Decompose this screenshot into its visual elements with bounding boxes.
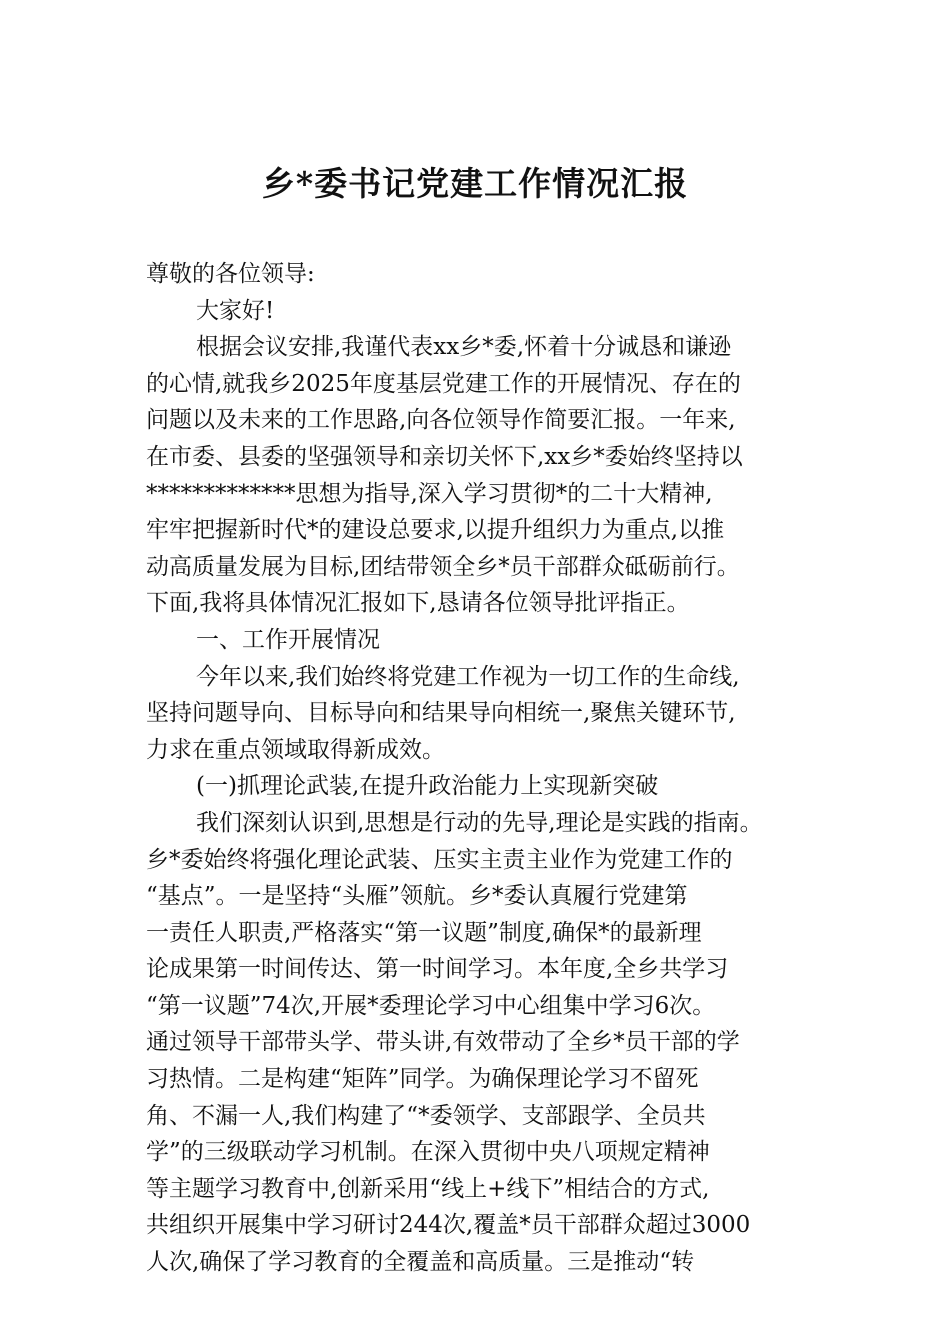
paragraph-line: 一责任人职责,严格落实“第一议题”制度,确保*的最新理 bbox=[146, 919, 702, 946]
paragraph-line: 坚持问题导向、目标导向和结果导向相统一,聚焦关键环节, bbox=[146, 700, 736, 727]
paragraph-line: 通过领导干部带头学、带头讲,有效带动了全乡*员干部的学 bbox=[146, 1029, 740, 1056]
paragraph-line: 在市委、县委的坚强领导和亲切关怀下,xx乡*委始终坚持以 bbox=[146, 443, 743, 470]
document-body bbox=[146, 256, 810, 1281]
paragraph-line: 的心情,就我乡2025年度基层党建工作的开展情况、存在的 bbox=[146, 370, 741, 397]
paragraph-line: 下面,我将具体情况汇报如下,恳请各位领导批评指正。 bbox=[146, 590, 690, 617]
paragraph-line: 力求在重点领域取得新成效。 bbox=[146, 736, 445, 763]
paragraph-line: 乡*委始终将强化理论武装、压实主责主业作为党建工作的 bbox=[146, 846, 733, 873]
paragraph-line: 今年以来,我们始终将党建工作视为一切工作的生命线, bbox=[196, 663, 740, 690]
paragraph-line: 动高质量发展为目标,团结带领全乡*员干部群众砥砺前行。 bbox=[146, 553, 740, 580]
paragraph-line: 尊敬的各位领导: bbox=[146, 261, 315, 287]
paragraph-line: 习热情。二是构建“矩阵”同学。为确保理论学习不留死 bbox=[146, 1066, 699, 1093]
paragraph-line: 等主题学习教育中,创新采用“线上+线下”相结合的方式, bbox=[146, 1175, 710, 1202]
paragraph-line: 牢牢把握新时代*的建设总要求,以提升组织力为重点,以推 bbox=[146, 517, 725, 544]
paragraph-line: 我们深刻认识到,思想是行动的先导,理论是实践的指南。 bbox=[196, 809, 763, 836]
paragraph-line: “基点”。一是坚持“头雁”领航。乡*委认真履行党建第 bbox=[146, 883, 688, 910]
paragraph-line: *************思想为指导,深入学习贯彻*的二十大精神, bbox=[146, 480, 713, 507]
paragraph-line: 人次,确保了学习教育的全覆盖和高质量。三是推动“转 bbox=[146, 1249, 695, 1276]
paragraph-line: 论成果第一时间传达、第一时间学习。本年度,全乡共学习 bbox=[146, 956, 729, 983]
paragraph-line: 根据会议安排,我谨代表xx乡*委,怀着十分诚恳和谦逊 bbox=[196, 334, 732, 361]
paragraph-line: 角、不漏一人,我们构建了“*委领学、支部跟学、全员共 bbox=[146, 1102, 706, 1129]
document-title: 乡*委书记党建工作情况汇报 bbox=[261, 164, 689, 203]
paragraph-line: 大家好! bbox=[196, 297, 275, 324]
paragraph-line: 问题以及未来的工作思路,向各位领导作简要汇报。一年来, bbox=[146, 407, 736, 434]
paragraph-line: 共组织开展集中学习研讨244次,覆盖*员干部群众超过3000 bbox=[146, 1212, 751, 1239]
section-heading: 一、工作开展情况 bbox=[196, 626, 380, 653]
paragraph-line: “第一议题”74次,开展*委理论学习中心组集中学习6次。 bbox=[146, 992, 716, 1019]
paragraph-line: (一)抓理论武装,在提升政治能力上实现新突破 bbox=[196, 773, 659, 800]
paragraph-line: 学”的三级联动学习机制。在深入贯彻中央八项规定精神 bbox=[146, 1139, 710, 1166]
